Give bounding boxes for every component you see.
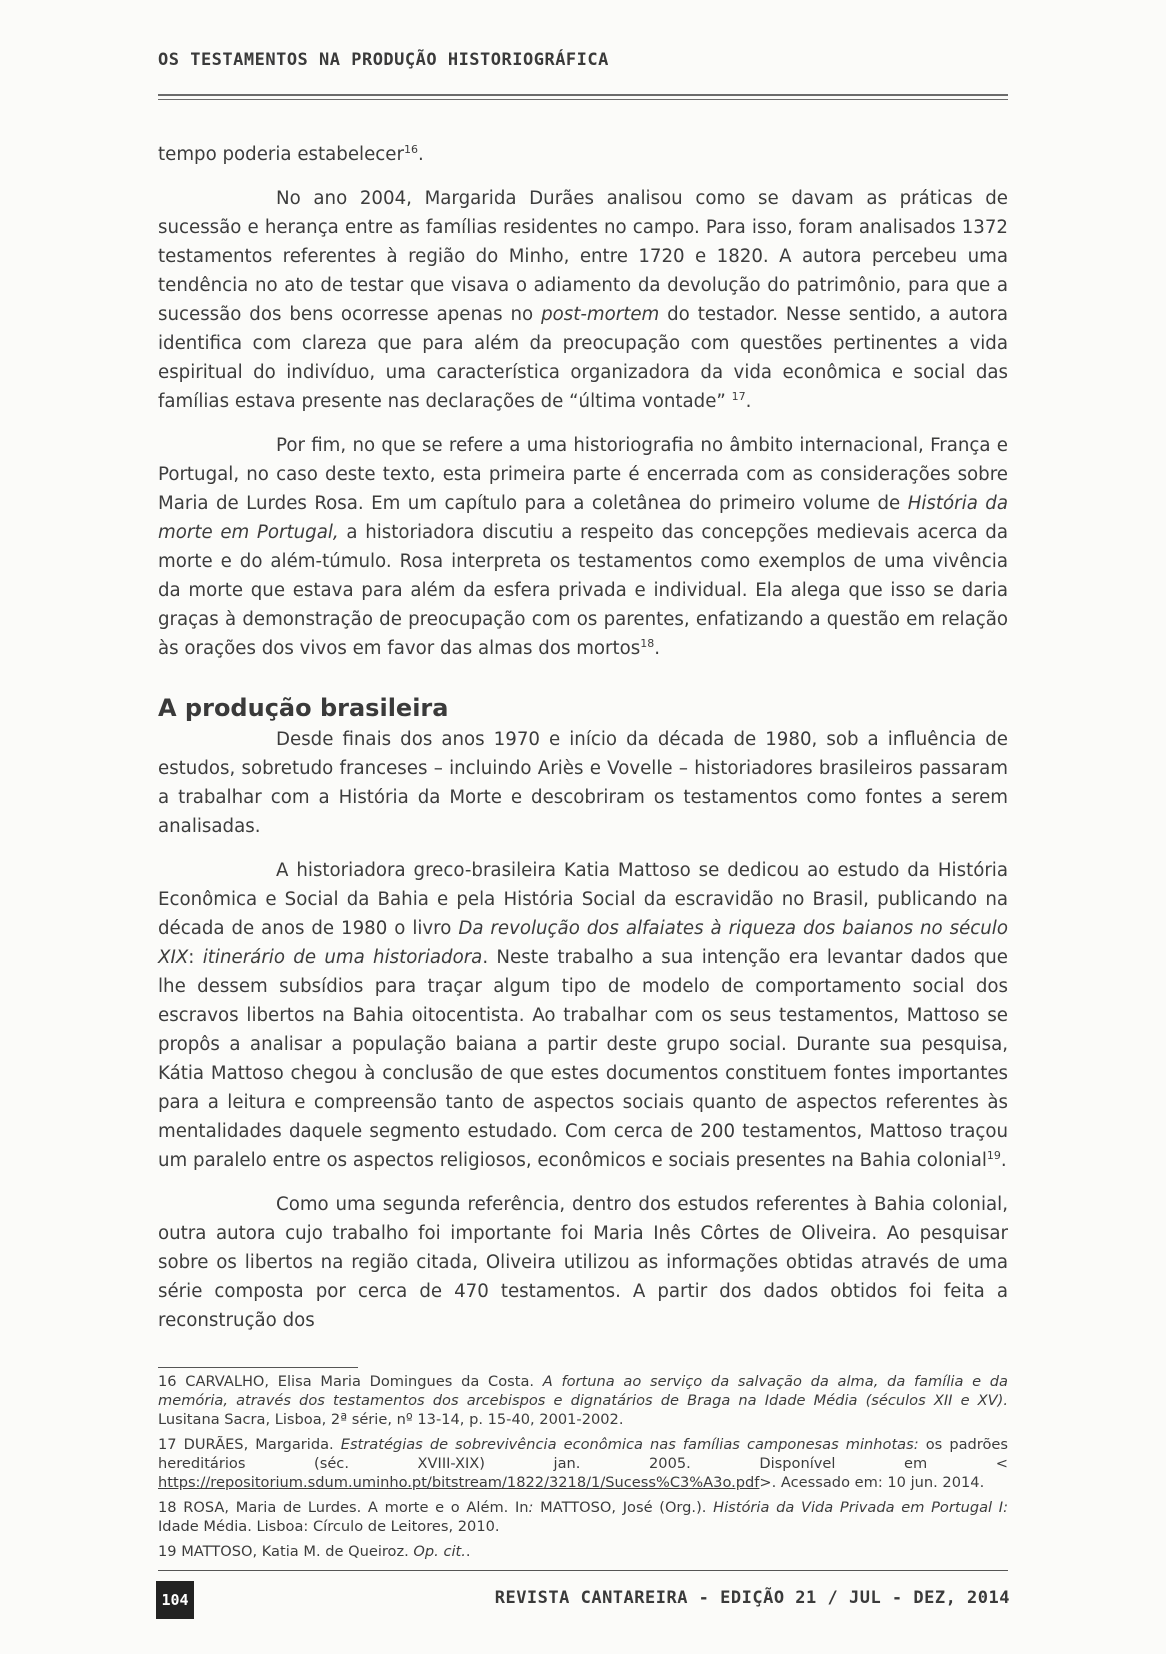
footnote-19: 19 MATTOSO, Katia M. de Queiroz. Op. cit.. — [158, 1543, 471, 1560]
footnote-ref-18[interactable]: 18 — [640, 636, 655, 650]
header-rule-thick — [158, 94, 1008, 96]
footnotes — [158, 1372, 1008, 1567]
section-heading: A produção brasileira — [158, 694, 449, 722]
paragraph-oliveira: Como uma segunda referência, dentro dos estudos referentes à Bahia colonial, outra autora cujo trabalho foi importante foi Maria Inês Côrtes de Oliveira. Ao pesquisar sobre os libertos na região citada, Oliveira utilizou as informações obtidas através de uma série composta por cerca de 470 testamentos. A partir dos dados obtidos foi feita a reconstrução dos — [158, 1194, 1008, 1331]
paragraph-continuation: tempo poderia estabelecer$^{16}$. — [158, 142, 424, 165]
footnote-ref-16[interactable]: 16 — [403, 142, 418, 156]
header-rule-thin — [158, 99, 1008, 100]
paragraph-brazil-intro: Desde finais dos anos 1970 e início da década de 1980, sob a influência de estudos, sobretudo franceses – incluindo Ariès e Vovelle – historiadores brasileiros passaram a trabalhar com a História da Morte e descobriram os testamentos como fontes a serem analisadas. — [158, 729, 1008, 837]
paragraph-duraes: No ano 2004, Margarida Durães analisou como se davam as práticas de sucessão e herança entre as famílias residentes no campo. Para isso, foram analisados 1372 testamentos referentes à região do Minho, entre 1720 e 1820. A autora percebeu uma tendência no ato de testar que visava o adiamento da devolução do patrimônio, para que a sucessão dos bens ocorresse apenas no post-mortem do testador. Nesse sentido, a autora identifica com clareza que para além da preocupação com questões pertinentes a vida espiritual do indivíduo, uma característica organizadora da vida econômica e social das famílias estava presente nas declarações de “última vontade” $^{17}$. — [158, 188, 1008, 412]
running-header: OS TESTAMENTOS NA PRODUÇÃO HISTORIOGRÁFICA — [158, 50, 609, 70]
footnote-ref-17[interactable]: 17 — [731, 389, 746, 403]
footnote-ref-19[interactable]: 19 — [986, 1148, 1001, 1162]
footer-rule — [158, 1570, 1008, 1571]
paragraph-mattoso: A historiadora greco-brasileira Katia Mattoso se dedicou ao estudo da História Econômica e Social da Bahia e pela História Social da escravidão no Brasil, publicando na década de anos de 1980 o livro Da revolução dos alfaiates à riqueza dos baianos no século XIX: itinerário de uma historiadora. Neste trabalho a sua intenção era levantar dados que lhe dessem subsídios para traçar algum tipo de modelo de comportamento social dos escravos libertos na Bahia oitocentista. Ao trabalhar com os seus testamentos, Mattoso se propôs a analisar a população baiana a partir deste grupo social. Durante sua pesquisa, Kátia Mattoso chegou à conclusão de que estes documentos constituem fontes importantes para a leitura e compreensão tanto de aspectos sociais quanto de aspectos referentes às mentalidades daquele segmento estudado. Com cerca de 200 testamentos, Mattoso traçou um paralelo entre os aspectos religiosos, econômicos e sociais presentes na Bahia colonial$^{19}$. — [158, 860, 1008, 1171]
page-number: 104 — [156, 1581, 194, 1619]
main-text — [158, 140, 1008, 1350]
paragraph-rosa: Por fim, no que se refere a uma historiografia no âmbito internacional, França e Portugal, no caso deste texto, esta primeira parte é encerrada com as considerações sobre Maria de Lurdes Rosa. Em um capítulo para a coletânea do primeiro volume de História da morte em Portugal, a historiadora discutiu a respeito das concepções medievais acerca da morte e do além-túmulo. Rosa interpreta os testamentos como exemplos de uma vivência da morte que estava para além da esfera privada e individual. Ela alega que isso se daria graças à demonstração de preocupação com os parentes, enfatizando a questão em relação às orações dos vivos em favor das almas dos mortos$^{18}$. — [158, 435, 1008, 659]
journal-footer: REVISTA CANTAREIRA - EDIÇÃO 21 / JUL - DEZ, 2014 — [494, 1588, 1010, 1608]
footnote-17: 17 DURÃES, Margarida. Estratégias de sobrevivência econômica nas famílias camponesas minhotas: os padrões hereditários (séc. XVIII-XIX) jan. 2005. Disponível em < https://repositorium.sdum.uminho.pt/bitstream/1822/3218/1/Sucess%C3%A3o.pdf>. Acessado em: 10 jun. 2014. — [158, 1436, 1008, 1491]
footnote-18: 18 ROSA, Maria de Lurdes. A morte e o Além. In: MATTOSO, José (Org.). História da Vida Privada em Portugal I: Idade Média. Lisboa: Círculo de Leitores, 2010. — [158, 1499, 1009, 1535]
footnote-separator — [158, 1367, 358, 1368]
footnote-16: 16 CARVALHO, Elisa Maria Domingues da Costa. A fortuna ao serviço da salvação da alma, da família e da memória, através dos testamentos dos arcebispos e dignatários de Braga na Idade Média (séculos XII e XV). Lusitana Sacra, Lisboa, 2ª série, nº 13-14, p. 15-40, 2001-2002. — [158, 1373, 1008, 1428]
repository-link[interactable]: https://repositorium.sdum.uminho.pt/bitstream/1822/3218/1/Sucess%C3%A3o.pdf — [158, 1474, 760, 1491]
